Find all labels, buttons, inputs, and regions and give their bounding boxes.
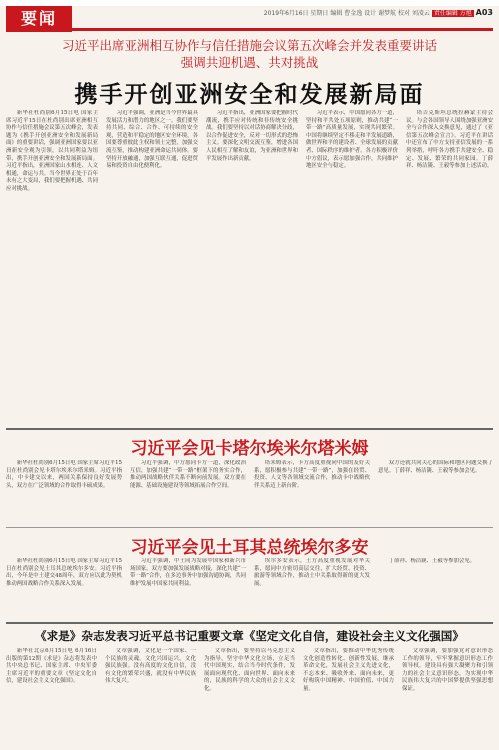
story4-headline: 《求是》杂志发表习近平总书记重要文章《坚定文化自信，建设社会主义文化强国》 (35, 629, 464, 643)
story2-headline: 习近平会见卡塔尔埃米尔塔米姆 (130, 439, 369, 459)
story1-headline: 携手开创亚洲安全和发展新局面 (74, 82, 425, 108)
responsible-editor: 责任编辑 方旭 (433, 10, 472, 17)
story2-body (6, 460, 493, 522)
section-divider (6, 428, 493, 430)
story1-col-3: 习近平指出，亚洲国家要把握时代潮流，携手应对传统和非传统安全挑战。我们要坚持以对话协商解决分歧，以合作促进安全，反对一切形式的恐怖主义。要深化文明交流互鉴，增进各国人民相互了解和友谊，为亚洲和世界和平发展作出新贡献。 (206, 110, 298, 162)
story3-col-1: 新华社杜尚别6月15日电 国家主席习近平15日在杜尚别会见土耳其总统埃尔多安。习近平指出，今年是中土建交48周年，双方应以此为契机推动两国战略合作关系深入发展。 (6, 558, 122, 587)
section-divider-3 (6, 622, 493, 624)
story2-col-3: 塔米姆表示，卡方高度重视同中国的友好关系，愿积极参与共建“一带一路”，加强在经贸、投资、人文等各领域交流合作，推动卡中战略伙伴关系迈上新台阶。 (254, 460, 370, 489)
editor-credits: 编辑 曹金逸 设计 谢梦航 校对 刘凌云 (330, 10, 430, 17)
story3-col-4: 丁薛祥、杨洁篪、王毅等参加会见。 (388, 558, 476, 564)
story4-col-3: 文章指出，要坚持以马克思主义为指导，坚守中华文化立场，立足当代中国现实，结合当今时代条件，发展面向现代化、面向世界、面向未来的，民族的科学的大众的社会主义文化。 (204, 648, 295, 692)
story1-col-2: 习近平强调，亚洲是当今世界最具发展活力和潜力的地区之一。我们要坚持共同、综合、合作、可持续的安全观，营造和平稳定的地区安全环境。各国要尊重彼此主权和领土完整，加强交流互鉴，推动构建亚洲命运共同体。要坚持开放融通，加强互联互通，促进贸易和投资自由化便利化。 (106, 110, 198, 170)
section-divider-2 (6, 527, 493, 528)
story4-col-1: 新华社北京6月15日电 6月16日出版的第12期《求是》杂志将发表中共中央总书记、国家主席、中央军委主席习近平的重要文章《坚定文化自信，建设社会主义文化强国》。 (6, 648, 97, 685)
story1-col-1: 新华社杜尚别6月15日电 国家主席习近平15日在杜尚别出席亚洲相互协作与信任措施会议第五次峰会，发表题为《携手开创亚洲安全和发展新局面》的重要讲话，强调亚洲国家要以亚洲新安全观为引领，以共同利益为纽带，携手开创亚洲安全和发展新局面。 习近平指出，亚洲国家山水相连、人文相通，命运与共。当今世界正处于百年未有之大变局，我们要把握机遇、共同应对挑战。 (6, 110, 98, 192)
story3-body (6, 558, 493, 616)
page-number: A03 (475, 8, 493, 17)
story3-col-3: 埃尔多安表示，土方高度重视发展对华关系，愿同中方密切高层交往，扩大经贸、投资、旅游等领域合作，推动土中关系取得新的更大发展。 (254, 558, 370, 587)
issue-date: 2019年6月16日 星期日 (263, 10, 329, 17)
story3-headline: 习近平会见土耳其总统埃尔多安 (130, 538, 369, 558)
header-rule (72, 28, 493, 31)
story4-body (6, 648, 493, 746)
section-label: 要闻 (6, 6, 72, 32)
story1-kicker: 习近平出席亚洲相互协作与信任措施会议第五次峰会并发表重要讲话 (61, 38, 437, 53)
story3-col-2: 习近平强调，中土同为发展中国家和新兴市场国家，双方要加强发展战略对接，深化共建“一带一路”合作，在多边事务中加强沟通协调，共同维护发展中国家共同利益。 (130, 558, 246, 587)
story2-col-4: 双方还就共同关心的国际和地区问题交换了意见。丁薛祥、杨洁篪、王毅等参加会见。 (378, 460, 493, 474)
story4-col-4: 文章指出，要推动中华优秀传统文化创造性转化、创新性发展，继承革命文化，发展社会主义先进文化，不忘本来、吸收外来、面向未来，更好构筑中国精神、中国价值、中国力量。 (303, 648, 394, 692)
story2-col-2: 习近平强调，中方愿同卡方一道，深化政治互信，加强共建“一带一路”框架下的务实合作，推动两国战略伙伴关系不断向前发展。双方要在能源、基础设施建设等领域拓展合作空间。 (130, 460, 246, 489)
story1-col-4: 习近平表示，中国愿同各方一道，坚持和平共处五项原则，推动共建“一带一路”高质量发展，实现共同繁荣。中国将继续坚定不移走和平发展道路，做世界和平的建设者、全球发展的贡献者、国际秩序的维护者。各方积极评价中方倡议，表示愿加强合作，共同维护地区安全与稳定。 (306, 110, 398, 170)
story1-kicker-2: 强调共迎机遇、共对挑战 (180, 55, 319, 70)
story1-body (6, 110, 493, 422)
story2-col-1: 新华社杜尚别6月15日电 国家主席习近平15日在杜尚别会见卡塔尔埃米尔塔米姆。习近平指出，中卡建交以来，两国关系保持良好发展势头，双方在广泛领域的合作取得丰硕成果。 (6, 460, 122, 489)
issue-info (264, 8, 493, 17)
page-header (0, 6, 499, 32)
story4-col-2: 文章强调，文化是一个国家、一个民族的灵魂。文化兴国运兴，文化强民族强。没有高度的文化自信，没有文化的繁荣兴盛，就没有中华民族伟大复兴。 (105, 648, 196, 685)
story4-col-5: 文章强调，要加强党对意识形态工作的领导，牢牢掌握意识形态工作领导权，建设具有强大凝聚力和引领力的社会主义意识形态，为实现中华民族伟大复兴的中国梦提供坚强思想保证。 (402, 648, 493, 692)
story1-col-5: 塔吉克斯坦总统拉赫蒙主持会议。与会各国领导人围绕加强亚洲安全与合作深入交换意见，通过了《亚信第五次峰会宣言》。习近平在讲话中还宣布了中方支持亚信发展的一系列举措，呼吁各方携手共建安全、稳定、发展、繁荣的共同家园。丁薛祥、杨洁篪、王毅等参加上述活动。 (406, 110, 493, 170)
